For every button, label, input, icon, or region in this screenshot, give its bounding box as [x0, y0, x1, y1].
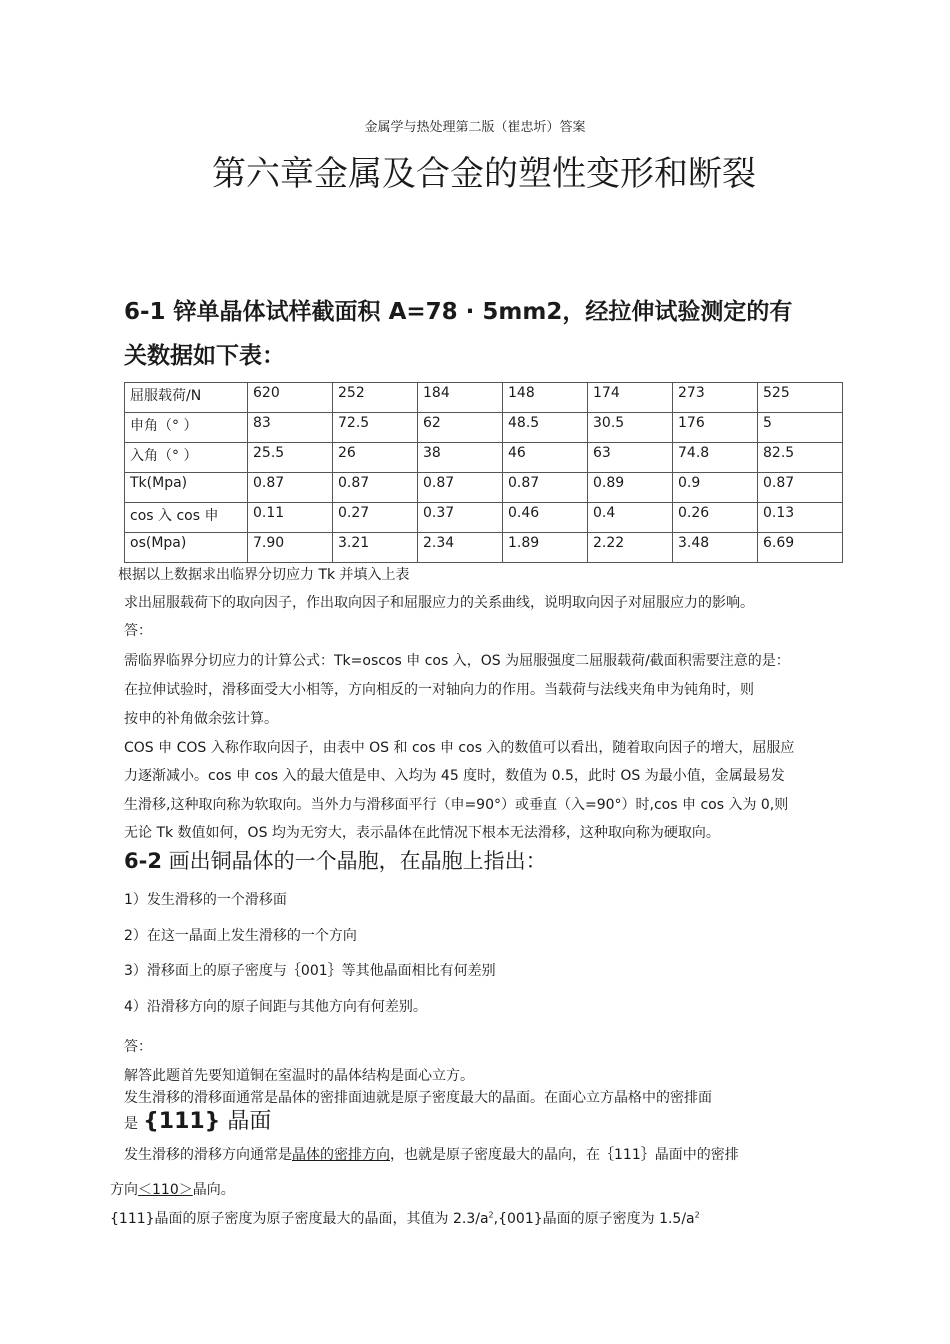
- q2-heading-number: 6-2: [124, 849, 162, 873]
- q2-item: 4）沿滑移方向的原子间距与其他方向有何差别。: [124, 999, 427, 1015]
- table-cell: 48.5: [503, 413, 588, 443]
- row-header-cell: cos 入 cos 申: [125, 503, 248, 533]
- q2-answer-line4: [124, 1144, 739, 1164]
- q1-answer-line: 生滑移,这种取向称为软取向。当外力与滑移面平行（申=90°）或垂直（入=90°）时,cos 申 cos 入为 0,则: [124, 797, 789, 813]
- table-cell: 6.69: [758, 533, 843, 563]
- table-cell: 0.87: [418, 473, 503, 503]
- q2-item: 2）在这一晶面上发生滑移的一个方向: [124, 928, 357, 944]
- q2-line5-part: 方向: [110, 1182, 138, 1198]
- table-row: [125, 413, 843, 443]
- table-cell: 0.27: [333, 503, 418, 533]
- table-cell: 1.89: [503, 533, 588, 563]
- table-cell: 63: [588, 443, 673, 473]
- table-cell: 46: [503, 443, 588, 473]
- q1-answer-line: 无论 Tk 数值如何，OS 均为无穷大，表示晶体在此情况下根本无法滑移，这种取向称为硬取向。: [124, 825, 720, 841]
- table-cell: 0.4: [588, 503, 673, 533]
- table-cell: 5: [758, 413, 843, 443]
- table-row: [125, 383, 843, 413]
- q2-answer-line6: [110, 1208, 700, 1228]
- q2-answer-line3: [124, 1104, 271, 1135]
- table-cell: 3.48: [673, 533, 758, 563]
- q2-item: 1）发生滑移的一个滑移面: [124, 892, 287, 908]
- table-cell: 62: [418, 413, 503, 443]
- table-cell: 273: [673, 383, 758, 413]
- table-cell: 0.26: [673, 503, 758, 533]
- table-cell: 0.87: [333, 473, 418, 503]
- table-cell: 176: [673, 413, 758, 443]
- table-cell: 25.5: [248, 443, 333, 473]
- row-header-cell: 屈服载荷/N: [125, 383, 248, 413]
- table-row: [125, 503, 843, 533]
- row-header-cell: 入角（° ）: [125, 443, 248, 473]
- q2-heading-text: 画出铜晶体的一个晶胞，在晶胞上指出：: [161, 849, 547, 873]
- row-header-cell: os(Mpa): [125, 533, 248, 563]
- table-cell: 0.46: [503, 503, 588, 533]
- table-cell: 74.8: [673, 443, 758, 473]
- q2-line6-superscript: 2: [694, 1210, 700, 1220]
- q2-line6-part: {111}晶面的原子密度为原子密度最大的晶面，其值为 2.3/a: [110, 1211, 489, 1227]
- table-cell: 7.90: [248, 533, 333, 563]
- document-subtitle: 金属学与热处理第二版（崔忠圻）答案: [364, 120, 586, 135]
- table-cell: 38: [418, 443, 503, 473]
- table-cell: 620: [248, 383, 333, 413]
- q1-heading-line1: 6-1 锌单晶体试样截面积 A=78 · 5mm2，经拉伸试验测定的有: [124, 299, 793, 325]
- table-cell: 0.13: [758, 503, 843, 533]
- table-cell: 0.89: [588, 473, 673, 503]
- table-cell: 82.5: [758, 443, 843, 473]
- q2-line3-suffix: 晶面: [220, 1109, 272, 1134]
- table-cell: 0.87: [248, 473, 333, 503]
- q2-line3-prefix: 是: [124, 1116, 138, 1132]
- q2-answer-line1: 解答此题首先要知道铜在室温时的晶体结构是面心立方。: [124, 1068, 474, 1084]
- table-row: [125, 533, 843, 563]
- table-row: [125, 443, 843, 473]
- q2-answer-line2: 发生滑移的滑移面通常是晶体的密排面迪就是原子密度最大的晶面。在面心立方晶格中的密排面: [124, 1090, 712, 1106]
- q1-answer-line: COS 申 COS 入称作取向因子，由表中 OS 和 cos 申 cos 入的数值可以看出，随着取向因子的增大，屈服应: [124, 740, 795, 756]
- q1-task: 求出屈服载荷下的取向因子，作出取向因子和屈服应力的关系曲线，说明取向因子对屈服应力的影响。: [124, 595, 754, 611]
- q2-line6-part: ,{001}晶面的原子密度为 1.5/a: [493, 1211, 695, 1227]
- q2-line5-part: 晶向。: [192, 1182, 235, 1198]
- q1-answer-line: 力逐渐减小。cos 申 cos 入的最大值是申、入均为 45 度时，数值为 0.5，此时 OS 为最小值，金属最易发: [124, 768, 785, 784]
- table-cell: 0.87: [758, 473, 843, 503]
- q1-after-table: 根据以上数据求出临界分切应力 Tk 并填入上表: [118, 567, 410, 583]
- table-cell: 83: [248, 413, 333, 443]
- q1-answer-line: 需临界临界分切应力的计算公式：Tk=oscos 申 cos 入，OS 为屈服强度二屈服载荷/截面积需要注意的是：: [124, 653, 790, 669]
- q2-item: 3）滑移面上的原子密度与｛001｝等其他晶面相比有何差别: [124, 963, 496, 979]
- chapter-title: 第六章金属及合金的塑性变形和断裂: [212, 154, 756, 194]
- table-cell: 174: [588, 383, 673, 413]
- q2-line5-underlined: ＜110＞: [138, 1182, 193, 1198]
- table-cell: 0.11: [248, 503, 333, 533]
- q2-answer-line5: [110, 1179, 235, 1199]
- q2-line4-part: 发生滑移的滑移方向通常是: [124, 1147, 292, 1163]
- table-cell: 72.5: [333, 413, 418, 443]
- q1-answer-line: 在拉伸试验时，滑移面受大小相等，方向相反的一对轴向力的作用。当载荷与法线夹角申为钝角时，则: [124, 682, 754, 698]
- q2-answer-label: 答：: [124, 1039, 152, 1055]
- table-cell: 0.37: [418, 503, 503, 533]
- table-cell: 2.34: [418, 533, 503, 563]
- q2-line6-superscript: 2: [488, 1210, 494, 1220]
- table-cell: 26: [333, 443, 418, 473]
- row-header-cell: 申角（° ）: [125, 413, 248, 443]
- q2-heading: [124, 845, 547, 875]
- table-cell: 525: [758, 383, 843, 413]
- table-row: [125, 473, 843, 503]
- table-cell: 184: [418, 383, 503, 413]
- q1-answer-label: 答：: [124, 623, 152, 639]
- q2-line3-brace: {111}: [143, 1109, 221, 1134]
- row-header-cell: Tk(Mpa): [125, 473, 248, 503]
- q2-line4-underlined: 晶体的密排方向: [292, 1147, 390, 1163]
- q2-line4-part: ，也就是原子密度最大的晶向，在｛111｝晶面中的密排: [390, 1147, 739, 1163]
- table-cell: 2.22: [588, 533, 673, 563]
- table-cell: 252: [333, 383, 418, 413]
- table-cell: 0.9: [673, 473, 758, 503]
- table-cell: 30.5: [588, 413, 673, 443]
- table-cell: 0.87: [503, 473, 588, 503]
- q1-heading-line2: 关数据如下表：: [124, 343, 285, 369]
- data-table: [124, 382, 843, 563]
- q1-answer-line: 按申的补角做余弦计算。: [124, 711, 278, 727]
- table-cell: 148: [503, 383, 588, 413]
- table-cell: 3.21: [333, 533, 418, 563]
